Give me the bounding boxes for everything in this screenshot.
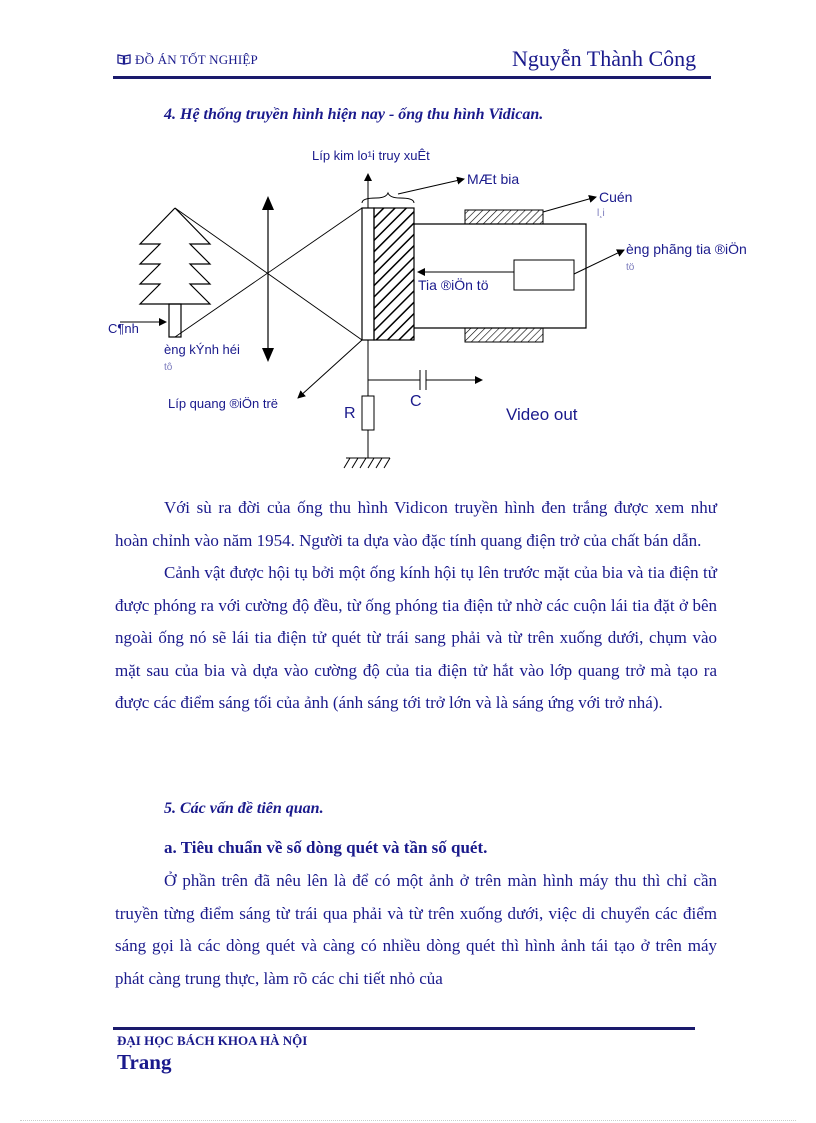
electron-gun — [514, 260, 574, 290]
label-coil-1: Cuén — [599, 189, 633, 205]
label-lens-1: èng kÝnh héi — [164, 342, 240, 357]
label-gun-2: tö — [626, 262, 635, 273]
label-video-out: Video out — [506, 405, 578, 424]
page-bottom-border — [20, 1120, 796, 1121]
footer-page-label: Trang — [117, 1050, 172, 1074]
paragraph-scanning: Cảnh vật được hội tụ bởi một ống kính hội tụ lên trước mặt của bia và tia điện tử được phóng ra với cường độ đều, từ ống phóng tia điện tử nhờ các cuộn lái tia đặt ở bên ngoài ống nó sẽ lái tia điện tử quét từ trái sang phải và từ trên xuống dưới, chụm vào mặt sau của bia và dựa vào cường độ của tia điện tử hắt vào lớp quang trở mà tạo ra được các điểm sáng tối của ảnh (ánh sáng tới trở lớn và là sáng ứng với trở nhá). — [115, 563, 717, 712]
body-text-2 — [115, 865, 717, 995]
lens-arrow-bottom — [262, 348, 274, 362]
label-photo-layer: Líp quang ®iÖn trë — [168, 396, 279, 411]
label-coil-2: l¸i — [597, 208, 605, 219]
label-lens-2: tô — [164, 362, 173, 373]
label-metal-layer: Líp kim lo¹i truy xuÊt — [312, 148, 430, 163]
gun-label-arrow — [574, 250, 624, 274]
footer-rule — [113, 1027, 695, 1030]
body-text-1 — [115, 492, 717, 720]
label-scene: C¶nh — [108, 321, 139, 336]
label-target: MÆt bia — [467, 171, 520, 187]
target-brace — [362, 193, 414, 203]
section-5-title: 5. Các vấn đề tiên quan. — [164, 800, 324, 817]
tree-scene-icon — [140, 208, 210, 337]
label-gun-1: èng phãng tia ®iÖn — [626, 241, 747, 257]
subsection-a-title: a. Tiêu chuẩn về số dòng quét và tần số quét. — [164, 838, 488, 857]
target-face — [374, 208, 414, 340]
deflection-coil-top — [465, 210, 543, 224]
label-resistor: R — [344, 405, 356, 422]
target-label-arrow — [398, 179, 464, 194]
paragraph-vidicon: Với sù ra đời của ống thu hình Vidicon truyền hình đen trắng được xem như hoàn chỉnh vào năm 1954. Người ta dựa vào đặc tính quang điện trở của chất bán dẫn. — [115, 498, 717, 550]
footer-university: ĐẠI HỌC BÁCH KHOA HÀ NỘI — [117, 1033, 308, 1048]
photo-layer-arrow — [298, 340, 362, 398]
header-document-type: ĐỒ ÁN TỐT NGHIỆP — [135, 52, 258, 67]
header-rule — [113, 76, 711, 79]
coil-label-arrow — [543, 197, 596, 212]
label-electron-beam: Tia ®iÖn tö — [418, 277, 489, 293]
lens-arrow-top — [262, 196, 274, 210]
header-author: Nguyễn Thành Công — [512, 46, 697, 71]
section-4-title: 4. Hệ thống truyền hình hiện nay - ống thu hình Vidican. — [164, 106, 544, 123]
deflection-coil-bottom — [465, 328, 543, 342]
metal-layer — [362, 208, 374, 340]
header-left — [117, 52, 258, 68]
label-capacitor: C — [410, 393, 422, 410]
paragraph-scan-lines: Ở phần trên đã nêu lên là để có một ảnh ở trên màn hình máy thu thì chỉ cần truyền từng điểm sáng từ trái qua phải và từ trên xuống dưới, việc di chuyển các điểm sáng gọi là các dòng quét và càng có nhiều dòng quét thì hình ảnh tái tạo ở trên máy phát càng trung thực, làm rõ các chi tiết nhỏ của — [115, 871, 717, 988]
vidicon-diagram — [100, 140, 780, 485]
open-book-icon — [117, 54, 131, 65]
